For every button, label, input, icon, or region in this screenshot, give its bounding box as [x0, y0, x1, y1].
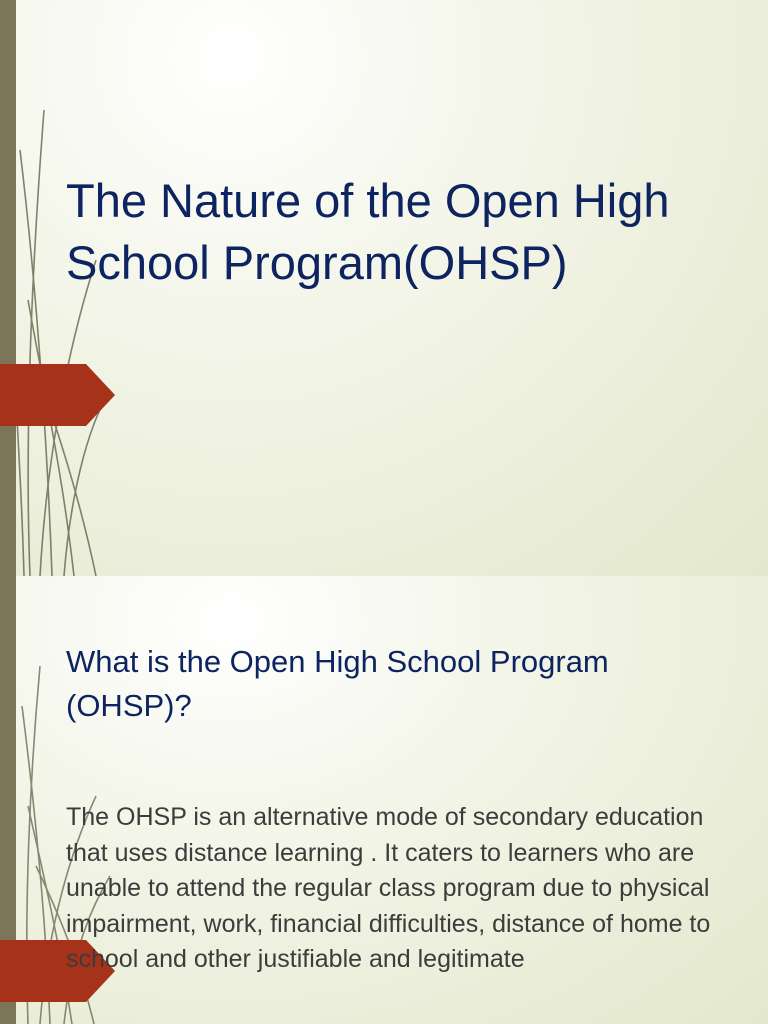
slide-heading: What is the Open High School Program (OHSP)? — [66, 644, 609, 723]
slide-body-text: The OHSP is an alternative mode of secondary education that uses distance learning . It caters to learners who are unable to attend the regular class program due to physical impairment, work, financial difficulties, distance of home to school and other justifiable and legitimate — [66, 803, 711, 973]
left-accent-bar — [0, 0, 16, 576]
slide-definition — [0, 576, 768, 1024]
slide-title-text: The Nature of the Open High School Program(OHSP) — [66, 174, 670, 289]
arrow-tab — [0, 364, 115, 426]
